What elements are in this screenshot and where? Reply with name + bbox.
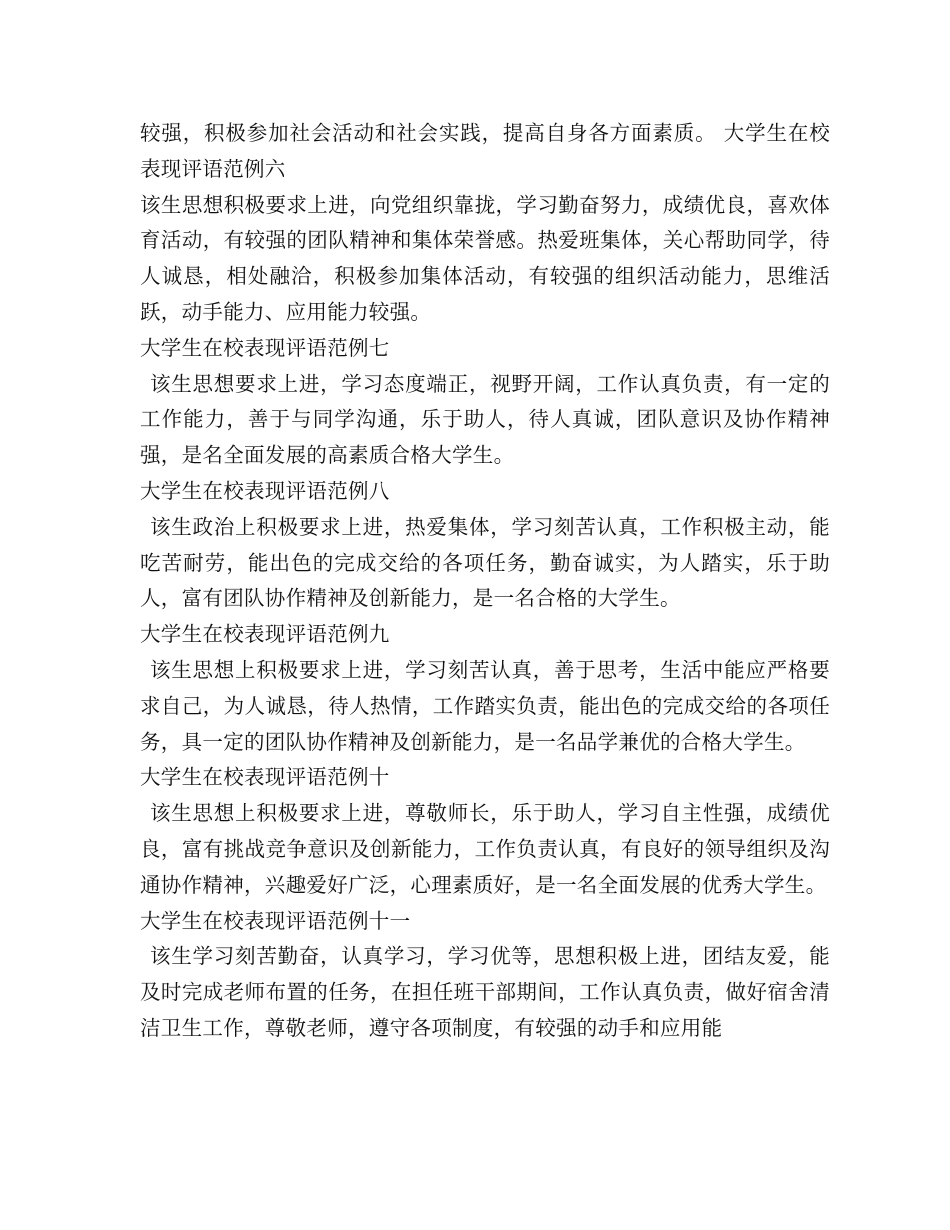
heading-example-7: 大学生在校表现评语范例七 [140,335,390,360]
heading-example-8: 大学生在校表现评语范例八 [140,478,390,503]
heading-example-10: 大学生在校表现评语范例十 [140,765,390,790]
paragraph-example-8: 该生政治上积极要求上进，热爱集体，学习刻苦认真，工作积极主动，能吃苦耐劳，能出色的完成交给的各项任务，勤奋诚实，为人踏实，乐于助人，富有团队协作精神及创新能力，是一名合格的大学生。 [140,514,830,611]
heading-example-9: 大学生在校表现评语范例九 [140,622,390,647]
document-body [140,116,830,1047]
paragraph-example-7: 该生思想要求上进，学习态度端正，视野开阔，工作认真负责，有一定的工作能力，善于与同学沟通，乐于助人，待人真诚，团队意识及协作精神强，是名全面发展的高素质合格大学生。 [140,371,830,468]
heading-example-11: 大学生在校表现评语范例十一 [140,908,411,933]
paragraph-example-11: 该生学习刻苦勤奋，认真学习，学习优等，思想积极上进，团结友爱，能及时完成老师布置的任务，在担任班干部期间，工作认真负责，做好宿舍清洁卫生工作，尊敬老师，遵守各项制度，有较强的动手和应用能 [140,944,830,1040]
paragraph-example-10: 该生思想上积极要求上进，尊敬师长，乐于助人，学习自主性强，成绩优良，富有挑战竞争意识及创新能力，工作负责认真，有良好的领导组织及沟通协作精神，兴趣爱好广泛，心理素质好，是一名全面发展的优秀大学生。 [140,801,830,897]
paragraph-example-6: 该生思想积极要求上进，向党组织靠拢，学习勤奋努力，成绩优良，喜欢体育活动，有较强的团队精神和集体荣誉感。热爱班集体，关心帮助同学，待人诚恳，相处融洽，积极参加集体活动，有较强的组织活动能力，思维活跃，动手能力、应用能力较强。 [140,192,830,324]
paragraph-continued-with-heading-6: 较强，积极参加社会活动和社会实践，提高自身各方面素质。 大学生在校表现评语范例六 [140,121,830,181]
paragraph-example-9: 该生思想上积极要求上进，学习刻苦认真，善于思考，生活中能应严格要求自己，为人诚恳，待人热情，工作踏实负责，能出色的完成交给的各项任务，具一定的团队协作精神及创新能力，是一名品学兼优的合格大学生。 [140,657,830,754]
